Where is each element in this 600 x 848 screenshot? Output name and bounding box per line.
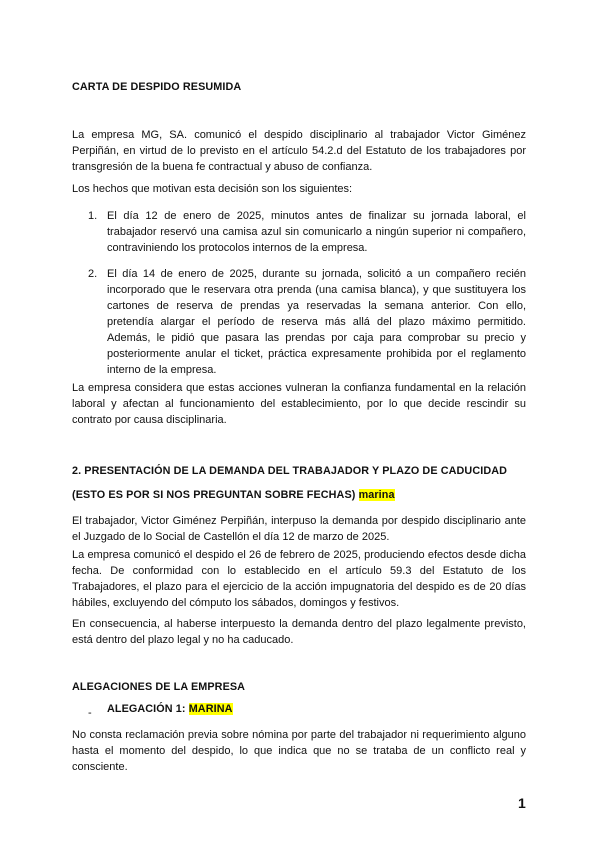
section2-paragraph-3: En consecuencia, al haberse interpuesto la demanda dentro del plazo legalmente previsto, está dentro del plazo legal y no ha caducado. (72, 618, 526, 646)
section2-subheading (72, 489, 532, 501)
intro-paragraph: La empresa MG, SA. comunicó el despido disciplinario al trabajador Victor Giménez Perpiñán, en virtud de lo previsto en el artículo 54.2.d del Estatuto de los trabajadores por transgresión de la buena fe contractual y abuso de confianza. (72, 129, 526, 173)
list-item-text: El día 12 de enero de 2025, minutos antes de finalizar su jornada laboral, el trabajador reservó una camisa azul sin comunicarlo a ningún superior ni compañero, contraviniendo los protocolos internos de la empresa. (107, 210, 526, 254)
document-title: CARTA DE DESPIDO RESUMIDA (72, 81, 242, 93)
section2-paragraph-2: La empresa comunicó el despido el 26 de febrero de 2025, produciendo efectos desde dicha fecha. De conformidad con lo establecido en el artículo 59.3 del Estatuto de los Trabajadores, el plazo para el ejercicio de la acción impugnatoria del despido es de 20 días hábiles, excluyendo del cómputo los sábados, domingos y festivos. (72, 549, 526, 609)
facts-lead: Los hechos que motivan esta decisión son los siguientes: (72, 183, 353, 195)
list-item-number: 2. (88, 268, 98, 280)
section3-subheading (107, 703, 233, 715)
highlight-marker: marina (358, 489, 395, 501)
list-item (88, 266, 526, 378)
section3-heading: ALEGACIONES DE LA EMPRESA (72, 681, 246, 693)
bullet-dash: - (88, 707, 92, 719)
section3-subheading-text: ALEGACIÓN 1: (107, 703, 186, 715)
highlight-marker: MARINA (188, 703, 233, 715)
section2-paragraph-1: El trabajador, Victor Giménez Perpiñán, interpuso la demanda por despido disciplinario ante el Juzgado de lo Social de Castellón el día 12 de marzo de 2025. (72, 515, 526, 543)
page-number: 1 (518, 795, 526, 811)
section2-subheading-text: (ESTO ES POR SI NOS PREGUNTAN SOBRE FECHAS) (72, 489, 356, 501)
conclusion-paragraph: La empresa considera que estas acciones vulneran la confianza fundamental en la relación laboral y afectan al funcionamiento del establecimiento, por lo que decide rescindir su contrato por causa disciplinaria. (72, 382, 526, 426)
list-item (88, 208, 526, 256)
section2-heading: 2. PRESENTACIÓN DE LA DEMANDA DEL TRABAJADOR Y PLAZO DE CADUCIDAD (72, 465, 508, 477)
section3-bullet (88, 703, 92, 721)
list-item-number: 1. (88, 210, 98, 222)
facts-list (88, 208, 526, 378)
section3-paragraph-1: No consta reclamación previa sobre nómina por parte del trabajador ni requerimiento alguno hasta el momento del despido, lo que indica que no se trataba de un conflicto real y consciente. (72, 729, 526, 773)
list-item-text: El día 14 de enero de 2025, durante su jornada, solicitó a un compañero recién incorporado que le reservara otra prenda (una camisa blanca), y que sustituyera los cartones de reserva de prendas ya reservadas la semana anterior. Con ello, pretendía alargar el período de reserva más allá del plazo máximo permitido. Además, le pidió que pasara las prendas por caja para comprobar su precio y posteriormente anular el ticket, práctica expresamente prohibida por el reglamento interno de la empresa. (107, 268, 526, 376)
